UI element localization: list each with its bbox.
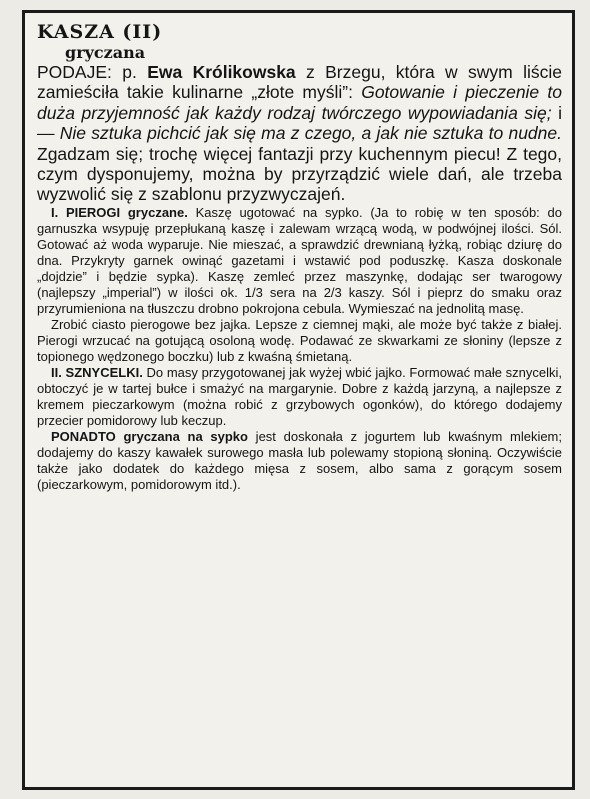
ponadto-heading: PONADTO gryczana na sypko <box>51 428 248 444</box>
lead-p: p. <box>111 62 148 82</box>
lead-quote-1: Gotowanie i pieczenie to duża przyjemność jak każdy rodzaj twórczego wypowiadania się; <box>37 82 562 123</box>
lead-rest: Zgadzam się; trochę więcej fantazji przy kuchennym piecu! Z tego, czym dysponujemy, można by przyrządzić wiele dań, ale trzeba wyzwolić się z szablonu przyzwyczajeń. <box>37 143 562 205</box>
pierogi-heading: I. PIEROGI gryczane. <box>51 204 188 220</box>
pierogi-paragraph <box>37 205 562 317</box>
ponadto-paragraph <box>37 429 562 493</box>
article-title: KASZA (II) <box>37 21 163 43</box>
lead-paragraph <box>37 62 562 205</box>
lead-quote-2: Nie sztuka pichcić jak się ma z czego, a jak nie sztuka to nudne. <box>59 123 562 144</box>
lead-podaje: PODAJE: <box>37 62 112 82</box>
sznycelki-paragraph <box>37 365 562 429</box>
article-content <box>37 21 562 493</box>
pierogi-text: Kaszę ugotować na sypko. (Ja to robię w ten sposób: do garnuszka wsypuję przepłukaną kaszę i zalewam wrzącą wodą, w podwójnej ilości. Sól. Gotować aż woda wyparuje. Nie mieszać, a sprawdzić drewnianą łyżką, robiąc dziurę do dna. Przykryty garnek owinąć gazetami i wstawić pod poduszkę. Kasza doskonale „dojdzie” i będzie sypka). Kaszę zemleć przez maszynkę, dodając ser twarogowy (najlepszy „imperial”) w ilości ok. 1/3 sera na 2/3 kaszy. Sól i pieprz do smaku oraz przyrumieniona na tłuszczu drobno pokrojona cebula. Wymieszać na jednolitą masę. <box>37 204 562 316</box>
lead-author: Ewa Królikowska <box>147 62 296 82</box>
article-frame <box>22 10 575 790</box>
lead-intro: z Brzegu, która w swym liście zamieściła takie kulinarne „złote myśli”: <box>37 62 562 103</box>
article-subtitle: gryczana <box>65 43 146 62</box>
sznycelki-text: Do masy przygotowanej jak wyżej wbić jajko. Formować małe sznycelki, obtoczyć je w tartej bułce i smażyć na margarynie. Dobre z każdą jarzyną, a najlepsze z kremem pieczarkowym (można robić z grzybowych ogonków), do którego dodajemy przecier pomidorowy lub keczup. <box>37 364 562 428</box>
ciasto-paragraph: Zrobić ciasto pierogowe bez jajka. Lepsze z ciemnej mąki, ale może być także z białej. Pierogi wrzucać na gotującą osoloną wodę. Podawać ze skwarkami ze słoniny (lepsze z topionego wędzonego boczku) lub z kwaśną śmietaną. <box>37 316 562 364</box>
sznycelki-heading: II. SZNYCELKI. <box>51 364 143 380</box>
lead-dash: i — <box>37 102 562 144</box>
ponadto-text: jest doskonała z jogurtem lub kwaśnym mlekiem; dodajemy do kaszy kawałek surowego masła lub polewamy stopioną słoniną. Oczywiście także jako dodatek do każdego mięsa z sosem, albo sama z gorącym sosem (pieczarkowym, pomidorowym itd.). <box>37 428 562 492</box>
